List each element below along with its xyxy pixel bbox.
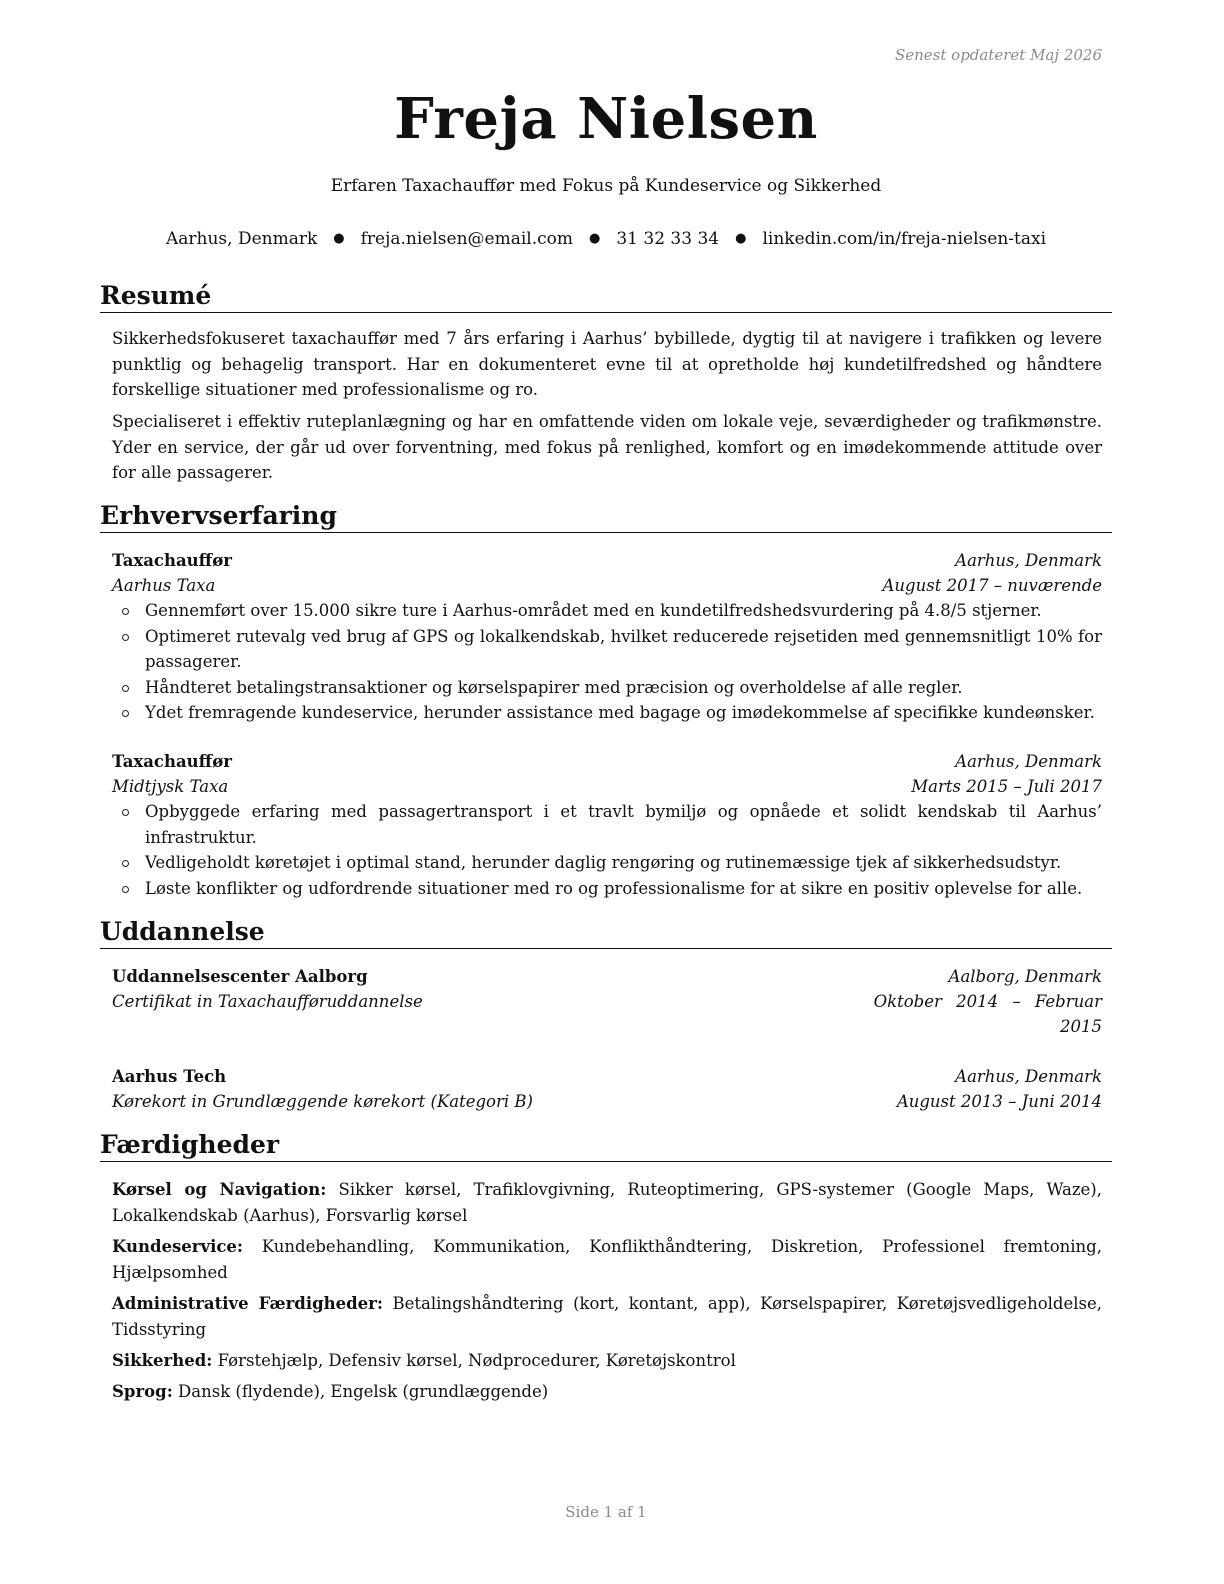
job-role: Taxachauffør bbox=[112, 551, 232, 570]
job-period: Marts 2015 – Juli 2017 bbox=[911, 777, 1102, 796]
job-header bbox=[112, 749, 1102, 774]
skill-text: Kundebehandling, Kommunikation, Konflikthåndtering, Diskretion, Professionel fremtoning, Hjælpsomhed bbox=[112, 1237, 1102, 1282]
contact-location: Aarhus, Denmark bbox=[165, 229, 318, 249]
job-location: Aarhus, Denmark bbox=[955, 752, 1102, 771]
job-company: Aarhus Taxa bbox=[112, 576, 216, 595]
summary-paragraph: Sikkerhedsfokuseret taxachauffør med 7 års erfaring i Aarhus’ bybillede, dygtig til at navigere i trafikken og levere punktlig og behagelig transport. Har en dokumenteret evne til at opretholde høj kundetilfredshed og håndtere forskellige situationer med professionalisme og ro. bbox=[112, 329, 1102, 399]
skill-item bbox=[112, 1348, 1102, 1374]
education-period: Oktober 2014 – Februar bbox=[873, 992, 1102, 1011]
skill-label: Sikkerhed: bbox=[112, 1351, 213, 1370]
bullet-separator-icon: ● bbox=[735, 231, 747, 246]
education-period-continued bbox=[112, 1014, 1102, 1039]
section-title-summary: Resumé bbox=[100, 281, 1112, 313]
skill-item bbox=[112, 1291, 1102, 1342]
job-bullets bbox=[112, 799, 1102, 901]
skill-item bbox=[112, 1234, 1102, 1285]
list-item: Håndteret betalingstransaktioner og kørselspapirer med præcision og overholdelse af alle regler. bbox=[112, 675, 1102, 701]
tagline: Erfaren Taxachauffør med Fokus på Kundeservice og Sikkerhed bbox=[330, 176, 882, 196]
bullet-separator-icon: ● bbox=[333, 231, 345, 246]
summary-paragraph: Specialiseret i effektiv ruteplanlægning og har en omfattende viden om lokale veje, seværdigheder og trafikmønstre. Yder en service, der går ud over forventning, med fokus på renlighed, komfort og en imødekommende attitude over for alle passagerer. bbox=[112, 412, 1102, 482]
skill-label: Sprog: bbox=[112, 1382, 173, 1401]
last-updated: Senest opdateret Maj 2026 bbox=[894, 46, 1102, 64]
skill-text: Sikker kørsel, Trafiklovgivning, Ruteoptimering, GPS-systemer (Google Maps, Waze), Lokalkendskab (Aarhus), Forsvarlig kørsel bbox=[112, 1180, 1102, 1225]
list-item: Vedligeholdt køretøjet i optimal stand, herunder daglig rengøring og rutinemæssige tjek af sikkerhedsudstyr. bbox=[112, 850, 1102, 876]
skill-label: Administrative Færdigheder: bbox=[112, 1294, 383, 1313]
skill-text: Betalingshåndtering (kort, kontant, app), Kørselspapirer, Køretøjsvedligeholdelse, Tidsstyring bbox=[112, 1294, 1102, 1339]
skill-text: Dansk (flydende), Engelsk (grundlæggende) bbox=[178, 1382, 549, 1401]
candidate-name: Freja Nielsen bbox=[394, 86, 818, 152]
skill-item bbox=[112, 1177, 1102, 1228]
education-subheader bbox=[112, 989, 1102, 1014]
contact-phone: 31 32 33 34 bbox=[616, 229, 720, 249]
skill-label: Kørsel og Navigation: bbox=[112, 1180, 327, 1199]
list-item: Opbyggede erfaring med passagertransport i et travlt bymiljø og opnåede et solidt kendskab til Aarhus’ infrastruktur. bbox=[112, 799, 1102, 850]
contact-line bbox=[100, 229, 1112, 249]
resume-page bbox=[100, 0, 1112, 1584]
education-school: Aarhus Tech bbox=[112, 1067, 227, 1086]
section-title-education: Uddannelse bbox=[100, 917, 1112, 949]
page-number: Side 1 af 1 bbox=[565, 1503, 647, 1521]
education-period: August 2013 – Juni 2014 bbox=[896, 1092, 1102, 1111]
contact-linkedin[interactable]: linkedin.com/in/freja-nielsen-taxi bbox=[762, 229, 1047, 249]
job-role: Taxachauffør bbox=[112, 752, 232, 771]
education-degree: Certifikat in Taxachaufføruddannelse bbox=[112, 992, 423, 1011]
list-item: Løste konflikter og udfordrende situationer med ro og professionalisme for at sikre en positiv oplevelse for alle. bbox=[112, 876, 1102, 902]
job-subheader bbox=[112, 573, 1102, 598]
skill-item bbox=[112, 1379, 1102, 1405]
job-location: Aarhus, Denmark bbox=[955, 551, 1102, 570]
education-location: Aarhus, Denmark bbox=[955, 1067, 1102, 1086]
job-company: Midtjysk Taxa bbox=[112, 777, 229, 796]
list-item: Optimeret rutevalg ved brug af GPS og lokalkendskab, hvilket reducerede rejsetiden med gennemsnitligt 10% for passagerer. bbox=[112, 624, 1102, 675]
education-location: Aalborg, Denmark bbox=[948, 967, 1102, 986]
skill-label: Kundeservice: bbox=[112, 1237, 243, 1256]
job-subheader bbox=[112, 774, 1102, 799]
contact-email[interactable]: freja.nielsen@email.com bbox=[360, 229, 574, 249]
education-school: Uddannelsescenter Aalborg bbox=[112, 967, 368, 986]
section-title-experience: Erhvervserfaring bbox=[100, 501, 1112, 533]
job-bullets bbox=[112, 598, 1102, 726]
skill-text: Førstehjælp, Defensiv kørsel, Nødprocedurer, Køretøjskontrol bbox=[217, 1351, 736, 1370]
section-title-skills: Færdigheder bbox=[100, 1130, 1112, 1162]
education-subheader bbox=[112, 1089, 1102, 1114]
bullet-separator-icon: ● bbox=[589, 231, 601, 246]
list-item: Gennemført over 15.000 sikre ture i Aarhus-området med en kundetilfredshedsvurdering på 4.8/5 stjerner. bbox=[112, 598, 1102, 624]
job-header bbox=[112, 548, 1102, 573]
education-period: 2015 bbox=[1060, 1017, 1102, 1036]
list-item: Ydet fremragende kundeservice, herunder assistance med bagage og imødekommelse af specifikke kundeønsker. bbox=[112, 700, 1102, 726]
job-period: August 2017 – nuværende bbox=[882, 576, 1102, 595]
education-header bbox=[112, 964, 1102, 989]
education-header bbox=[112, 1064, 1102, 1089]
education-degree: Kørekort in Grundlæggende kørekort (Kategori B) bbox=[112, 1092, 533, 1111]
